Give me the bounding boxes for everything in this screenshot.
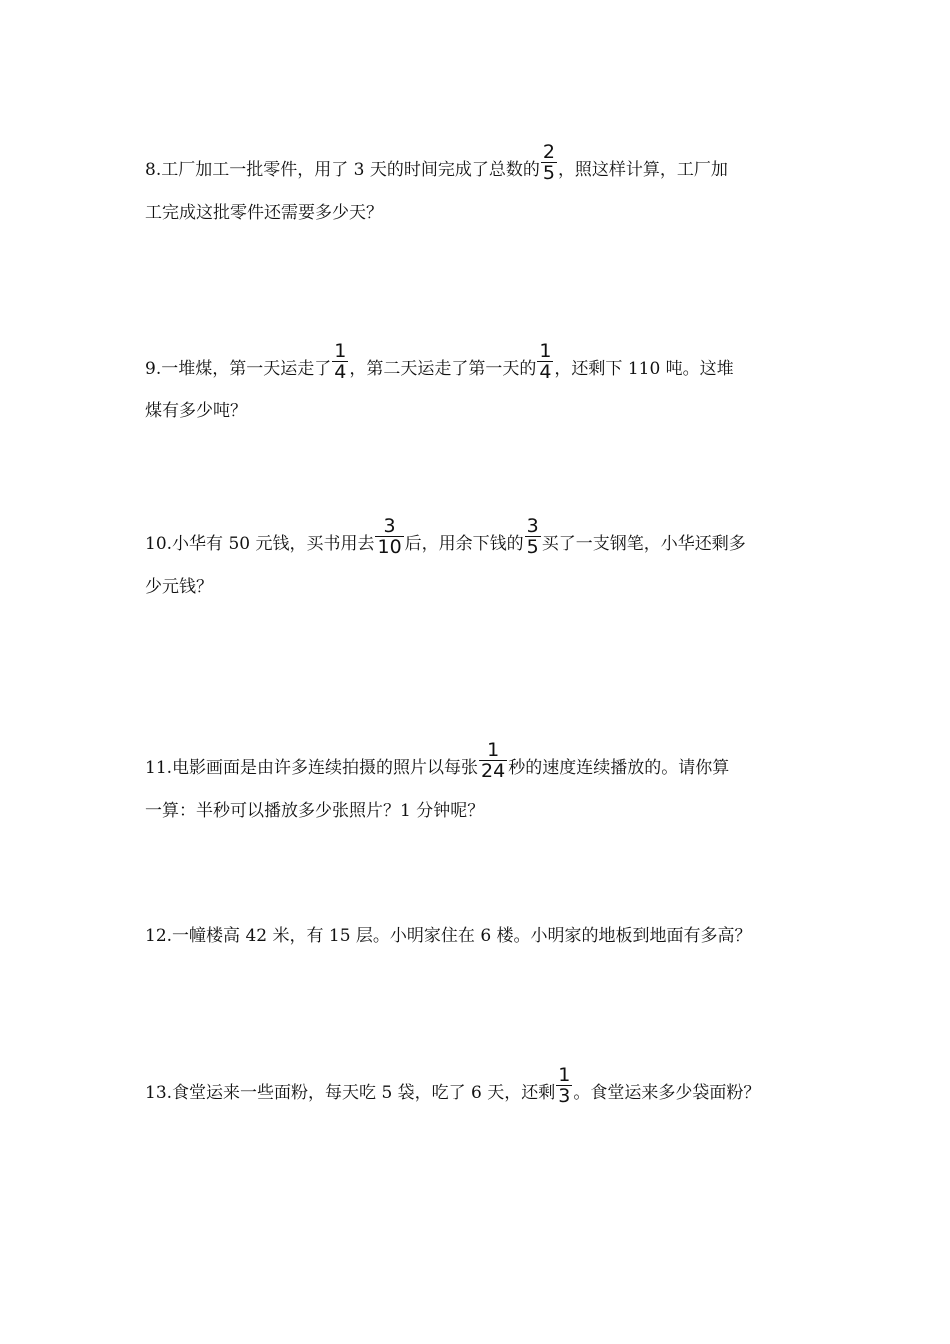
question-13-line-1: [145, 1065, 825, 1108]
question-10-line-2: [145, 576, 825, 598]
fraction-numerator: 3: [375, 516, 403, 537]
question-12-line-1: [145, 925, 825, 947]
question-8-line-1: [145, 142, 825, 185]
fraction-numerator: 3: [526, 515, 539, 537]
fraction-numerator: 1: [558, 1064, 571, 1086]
question-text: 11.电影画面是由许多连续拍摄的照片以每张: [145, 758, 479, 778]
fraction-denominator: 4: [334, 361, 347, 383]
question-10-line-1: [145, 516, 825, 559]
question-text: 煤有多少吨？: [145, 401, 247, 421]
fraction: [479, 740, 507, 781]
fraction: [332, 341, 348, 382]
fraction-numerator: 2: [542, 141, 555, 163]
question-text: 秒的速度连续播放的。请你算: [508, 758, 730, 778]
fraction: [537, 341, 553, 382]
fraction: [556, 1065, 572, 1106]
fraction-numerator: 1: [479, 740, 507, 761]
question-11-line-2: [145, 800, 825, 822]
question-text: 12.一幢楼高 42 米，有 15 层。小明家住在 6 楼。小明家的地板到地面有多高？: [145, 926, 752, 946]
fraction-denominator: 10: [377, 536, 402, 558]
question-text: 一算：半秒可以播放多少张照片？1 分钟呢？: [145, 801, 485, 821]
question-text: ，照这样计算，工厂加: [557, 160, 728, 180]
fraction-denominator: 5: [542, 162, 555, 184]
question-8-line-2: [145, 202, 825, 224]
fraction-denominator: 3: [558, 1085, 571, 1107]
question-text: 。食堂运来多少袋面粉？: [573, 1083, 761, 1103]
question-text: 9.一堆煤，第一天运走了: [145, 359, 332, 379]
question-text: 10.小华有 50 元钱，买书用去: [145, 534, 375, 554]
fraction-denominator: 4: [539, 361, 552, 383]
question-11-line-1: [145, 740, 825, 783]
question-9-line-1: [145, 341, 825, 384]
question-text: 买了一支钢笔，小华还剩多: [541, 534, 746, 554]
fraction: [541, 142, 557, 183]
question-text: 少元钱？: [145, 577, 213, 597]
fraction-numerator: 1: [334, 340, 347, 362]
fraction: [375, 516, 403, 557]
question-text: ，还剩下 110 吨。这堆: [554, 359, 734, 379]
question-9-line-2: [145, 400, 825, 422]
question-text: 8.工厂加工一批零件，用了 3 天的时间完成了总数的: [145, 160, 540, 180]
fraction-denominator: 5: [526, 536, 539, 558]
fraction-numerator: 1: [539, 340, 552, 362]
question-text: 后，用余下钱的: [404, 534, 524, 554]
question-text: 13.食堂运来一些面粉，每天吃 5 袋，吃了 6 天，还剩: [145, 1083, 556, 1103]
fraction-denominator: 24: [481, 760, 506, 782]
question-text: ，第二天运走了第一天的: [349, 359, 537, 379]
question-text: 工完成这批零件还需要多少天？: [145, 203, 383, 223]
fraction: [525, 516, 541, 557]
